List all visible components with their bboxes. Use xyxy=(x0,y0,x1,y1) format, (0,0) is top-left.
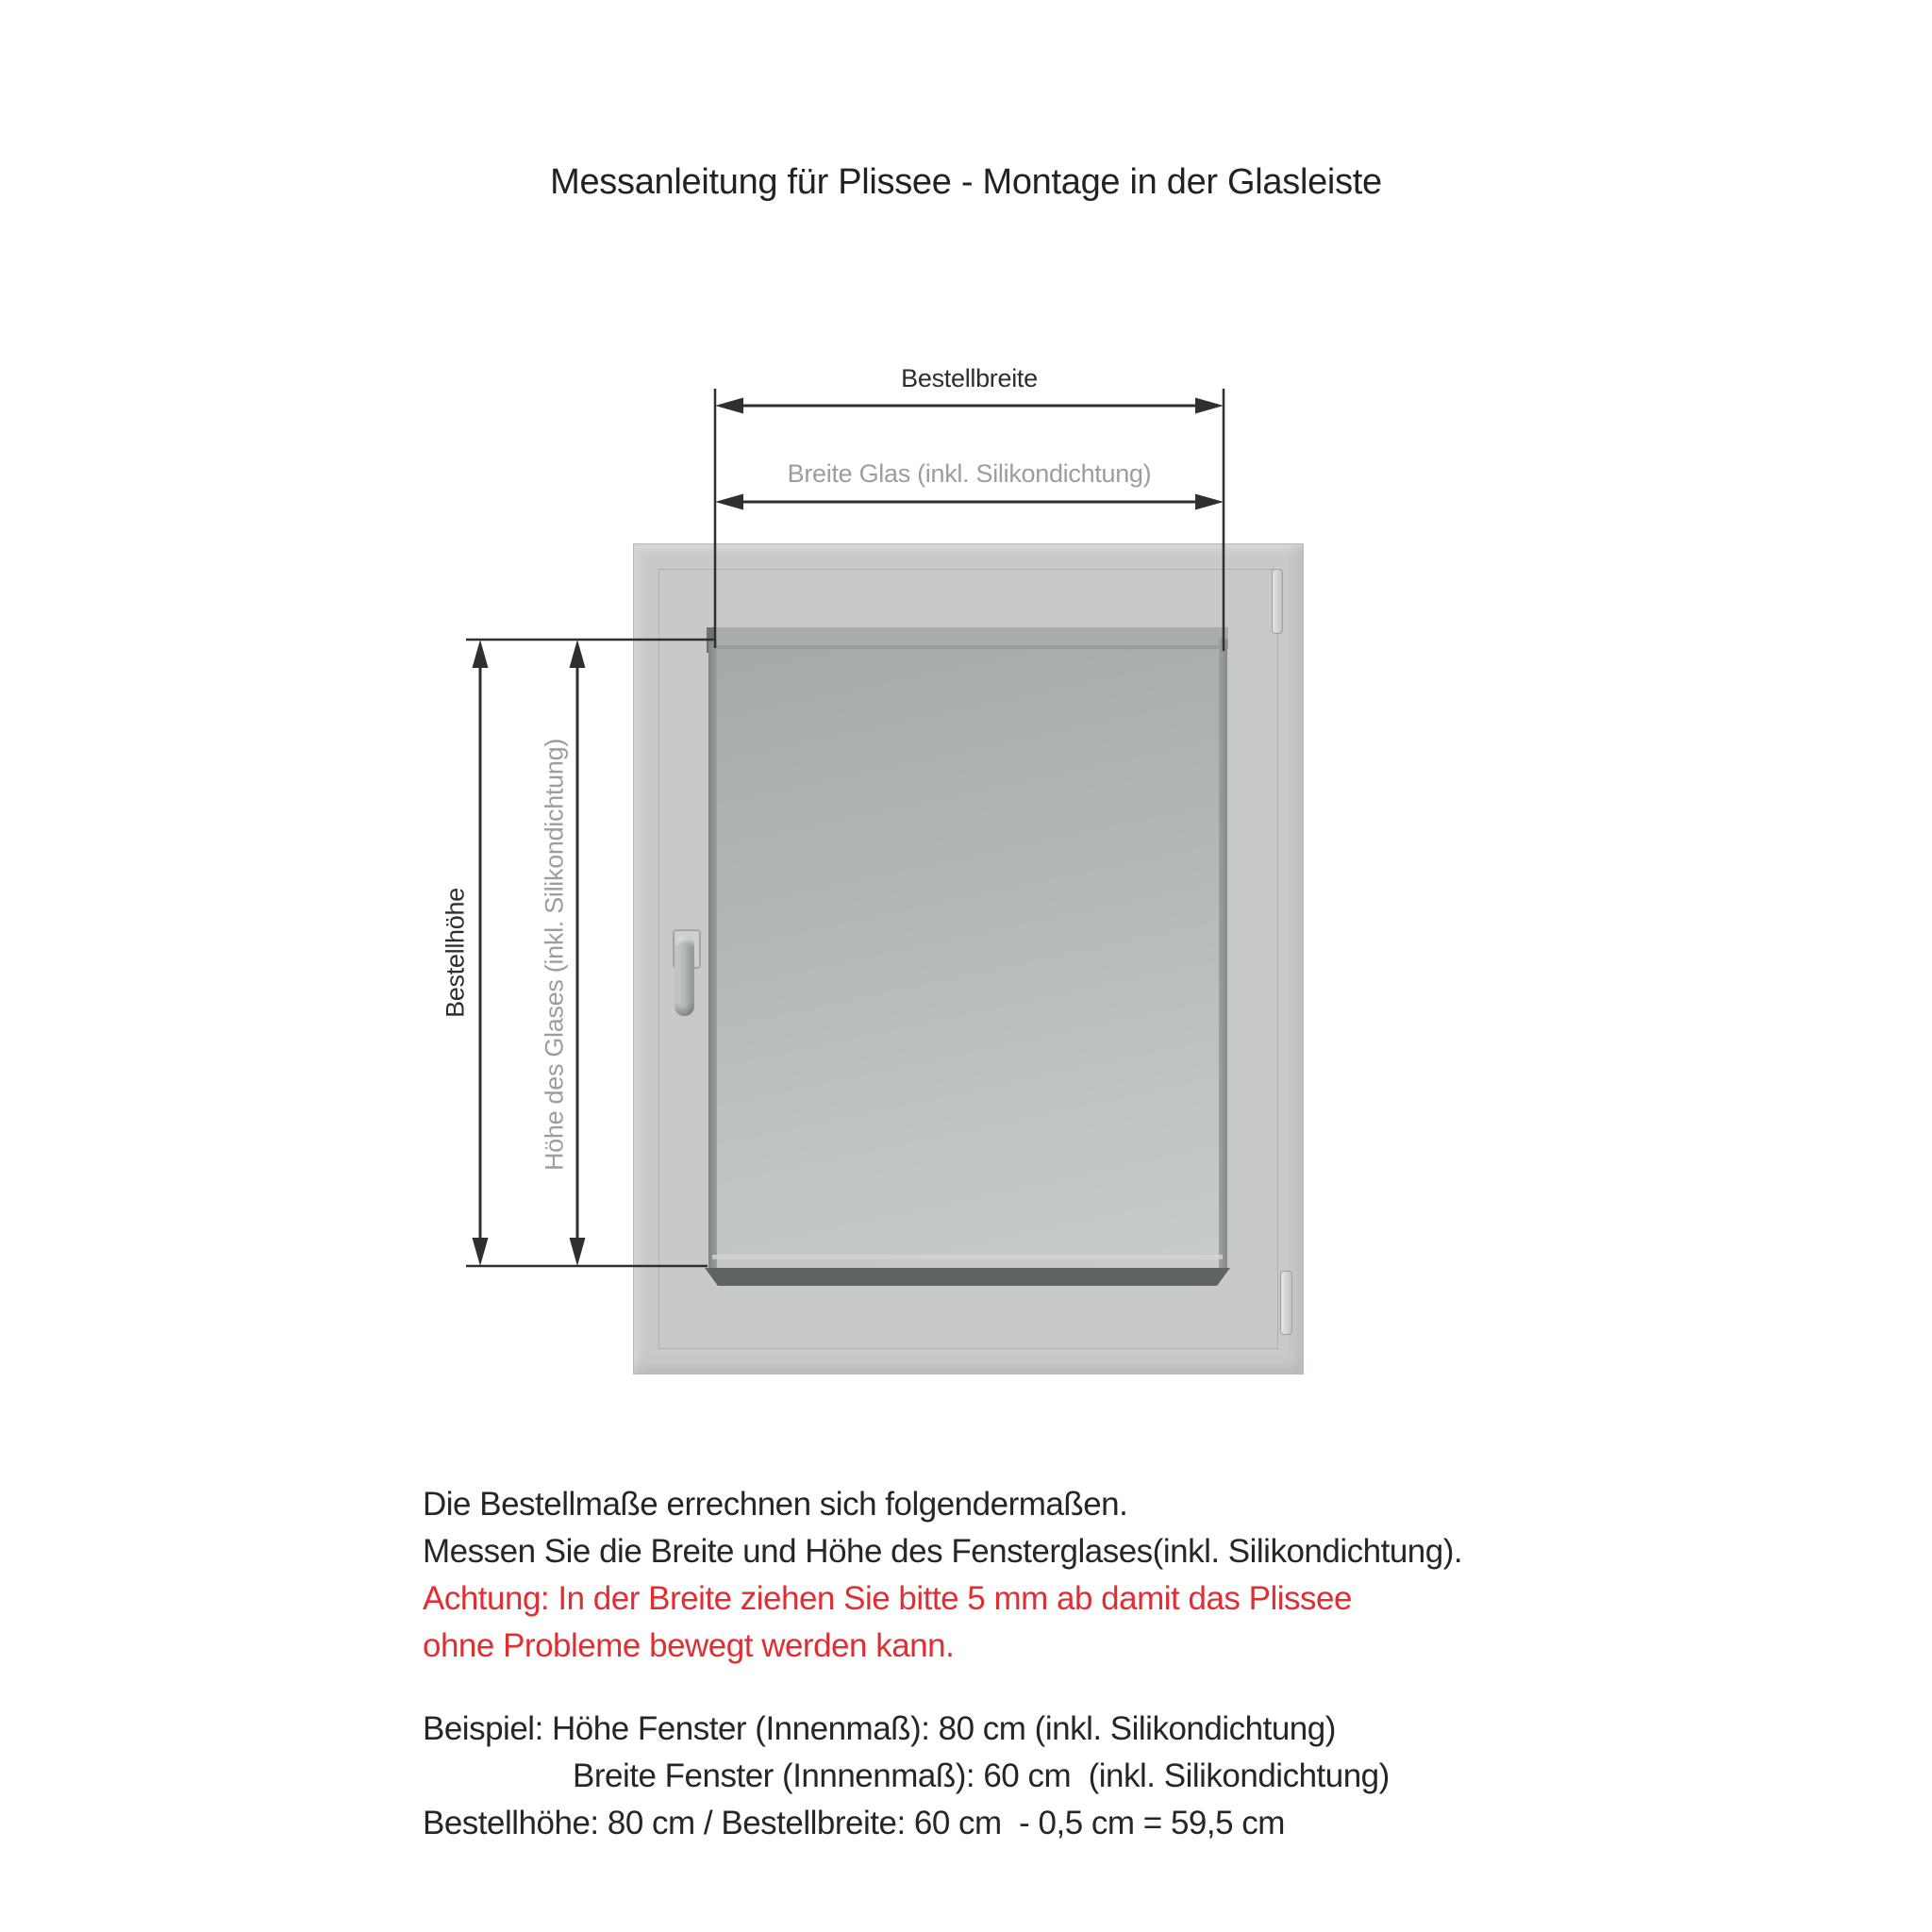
instruction-line: Messen Sie die Breite und Höhe des Fensterglases(inkl. Silikondichtung). xyxy=(423,1533,1463,1570)
dimension-arrow-glass-width xyxy=(715,494,1224,510)
example-line: Beispiel: Höhe Fenster (Innenmaß): 80 cm (inkl. Silikondichtung) xyxy=(423,1710,1336,1747)
glazing-bar-top xyxy=(707,627,1228,649)
instructions-block xyxy=(423,1481,1462,1670)
window-handle-grip xyxy=(675,937,694,1016)
glass-height-label: Höhe des Glases (inkl. Silikondichtung) xyxy=(540,738,569,1172)
window-sill xyxy=(705,1268,1230,1286)
warning-line: Achtung: In der Breite ziehen Sie bitte 5 mm ab damit das Plissee xyxy=(423,1580,1352,1617)
example-line: Bestellhöhe: 80 cm / Bestellbreite: 60 cm - 0,5 cm = 59,5 cm xyxy=(423,1805,1285,1841)
order-width-label: Bestellbreite xyxy=(901,364,1038,392)
warning-line: ohne Probleme bewegt werden kann. xyxy=(423,1627,955,1664)
instruction-line: Die Bestellmaße errechnen sich folgendermaßen. xyxy=(423,1486,1128,1523)
dimension-arrow-order-width xyxy=(715,398,1224,414)
dimension-arrow-order-height xyxy=(473,640,489,1266)
window-hinge-bottom xyxy=(1280,1271,1292,1335)
glass-bottom-highlight xyxy=(712,1255,1223,1259)
example-block xyxy=(423,1706,1390,1847)
glass-width-label: Breite Glas (inkl. Silikondichtung) xyxy=(787,459,1152,488)
glass-bead-right xyxy=(1219,639,1227,1271)
window-hinge-top xyxy=(1272,569,1283,634)
dimension-arrow-glass-height xyxy=(570,640,586,1266)
glass-bead-left xyxy=(708,639,717,1271)
page-title: Messanleitung für Plissee - Montage in der Glasleiste xyxy=(550,162,1382,202)
window-frame xyxy=(633,543,1304,1374)
window-glass xyxy=(708,649,1226,1268)
example-line: Breite Fenster (Innnenmaß): 60 cm (inkl. Silikondichtung) xyxy=(573,1757,1390,1794)
order-height-label: Bestellhöhe xyxy=(441,888,470,1018)
